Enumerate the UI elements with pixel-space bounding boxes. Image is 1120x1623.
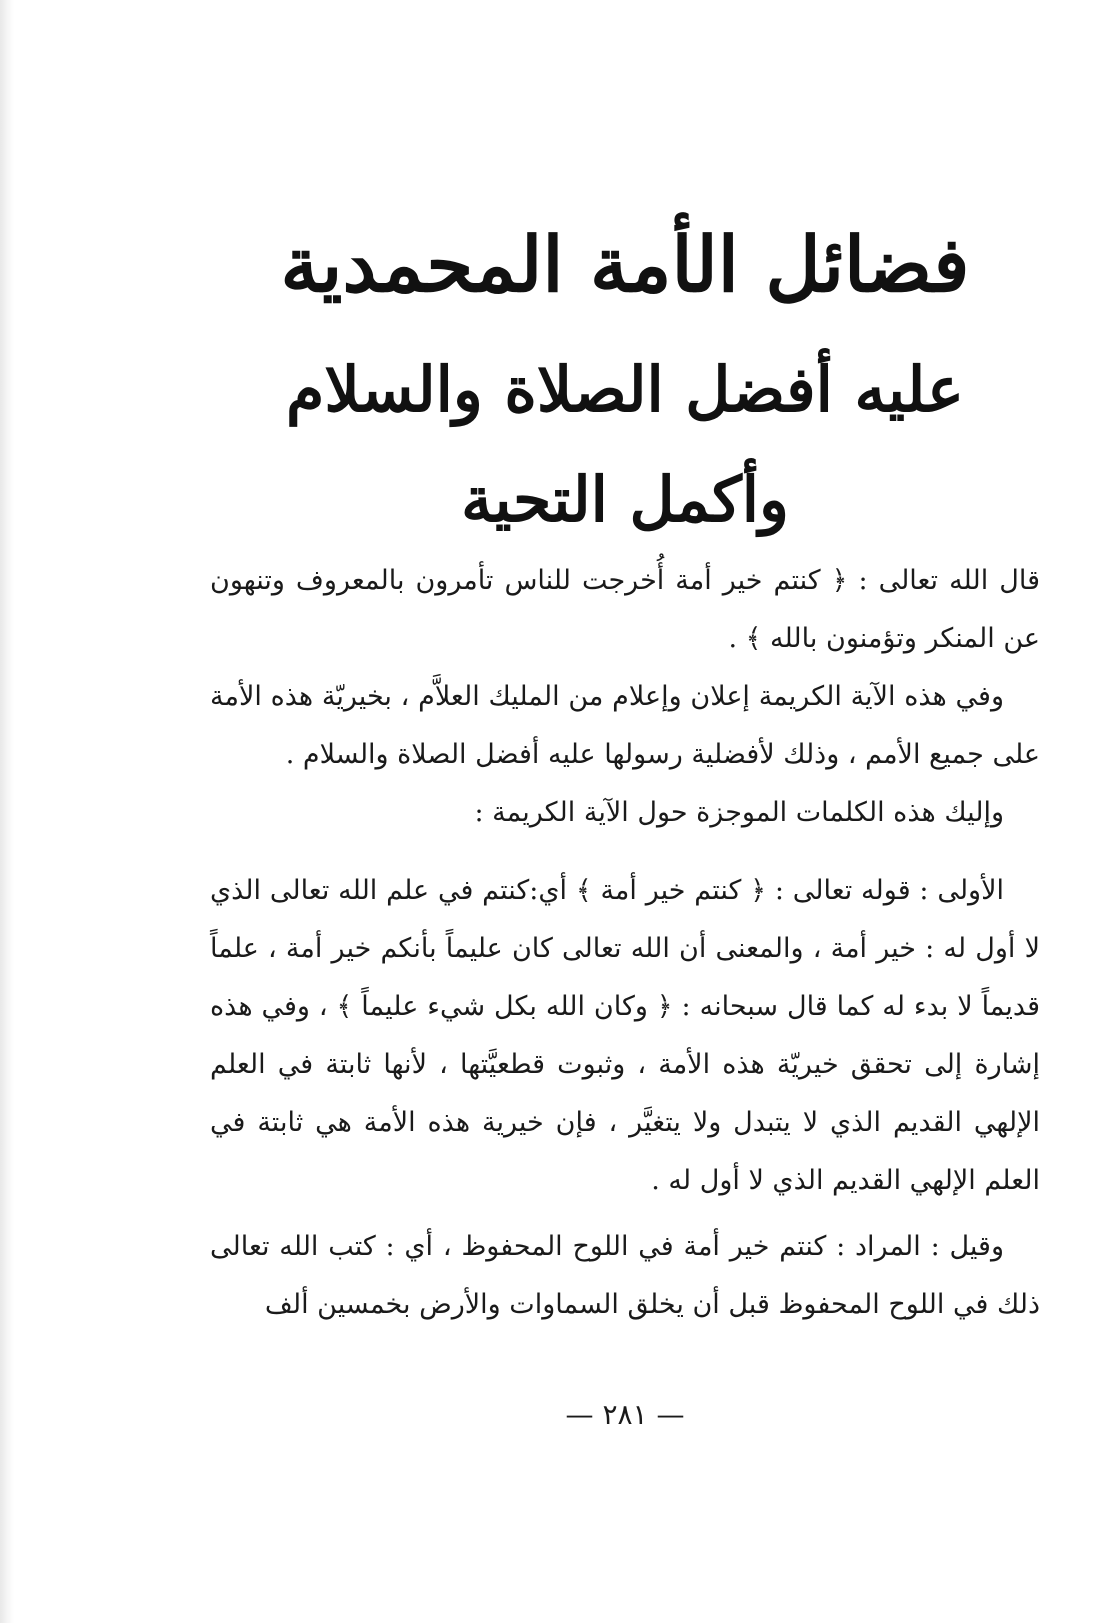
chapter-heading: [210, 195, 1040, 555]
second-opinion-paragraph: وقيل : المراد : كنتم خير أمة في اللوح المحفوظ ، أي : كتب الله تعالى ذلك في اللوح المحفوظ قبل أن يخلق السماوات والأرض بخمسين ألف: [210, 1231, 1040, 1320]
scan-edge: [0, 0, 14, 1623]
paragraph-spacer: [210, 1210, 1040, 1218]
intro-paragraph: وفي هذه الآية الكريمة إعلان وإعلام من المليك العلاَّم ، بخيريّة هذه الأمة على جميع الأمم ، وذلك لأفضلية رسولها عليه أفضل الصلاة والسلام .: [210, 681, 1040, 770]
paragraph-spacer: [210, 842, 1040, 862]
lead-in-paragraph: وإليك هذه الكلمات الموجزة حول الآية الكريمة :: [474, 797, 1004, 828]
chapter-title: فضائل الأمة المحمدية: [280, 220, 970, 309]
body-text: [210, 552, 1040, 1334]
first-point-paragraph: الأولى : قوله تعالى : ﴿ كنتم خير أمة ﴾ أي:كنتم في علم الله تعالى الذي لا أول له : خير أمة ، والمعنى أن الله تعالى كان عليماً بأنكم خير أمة ، علماً قديماً لا بدء له كما قال سبحانه : ﴿ وكان الله بكل شيء عليماً ﴾ ، وفي هذه إشارة إلى تحقق خيريّة هذه الأمة ، وثبوت قطعيَّتها ، لأنها ثابتة في العلم الإلهي القديم الذي لا يتبدل ولا يتغيَّر ، فإن خيرية هذه الأمة هي ثابتة في العلم الإلهي القديم الذي لا أول له .: [210, 875, 1040, 1196]
chapter-subtitle: عليه أفضل الصلاة والسلام وأكمل التحية: [286, 353, 964, 536]
page-number: — ٢٨١ —: [565, 1398, 685, 1431]
verse-paragraph: قال الله تعالى : ﴿ كنتم خير أمة أُخرجت للناس تأمرون بالمعروف وتنهون عن المنكر وتؤمنون بالله ﴾ .: [210, 565, 1040, 654]
book-page: [210, 0, 1040, 1623]
